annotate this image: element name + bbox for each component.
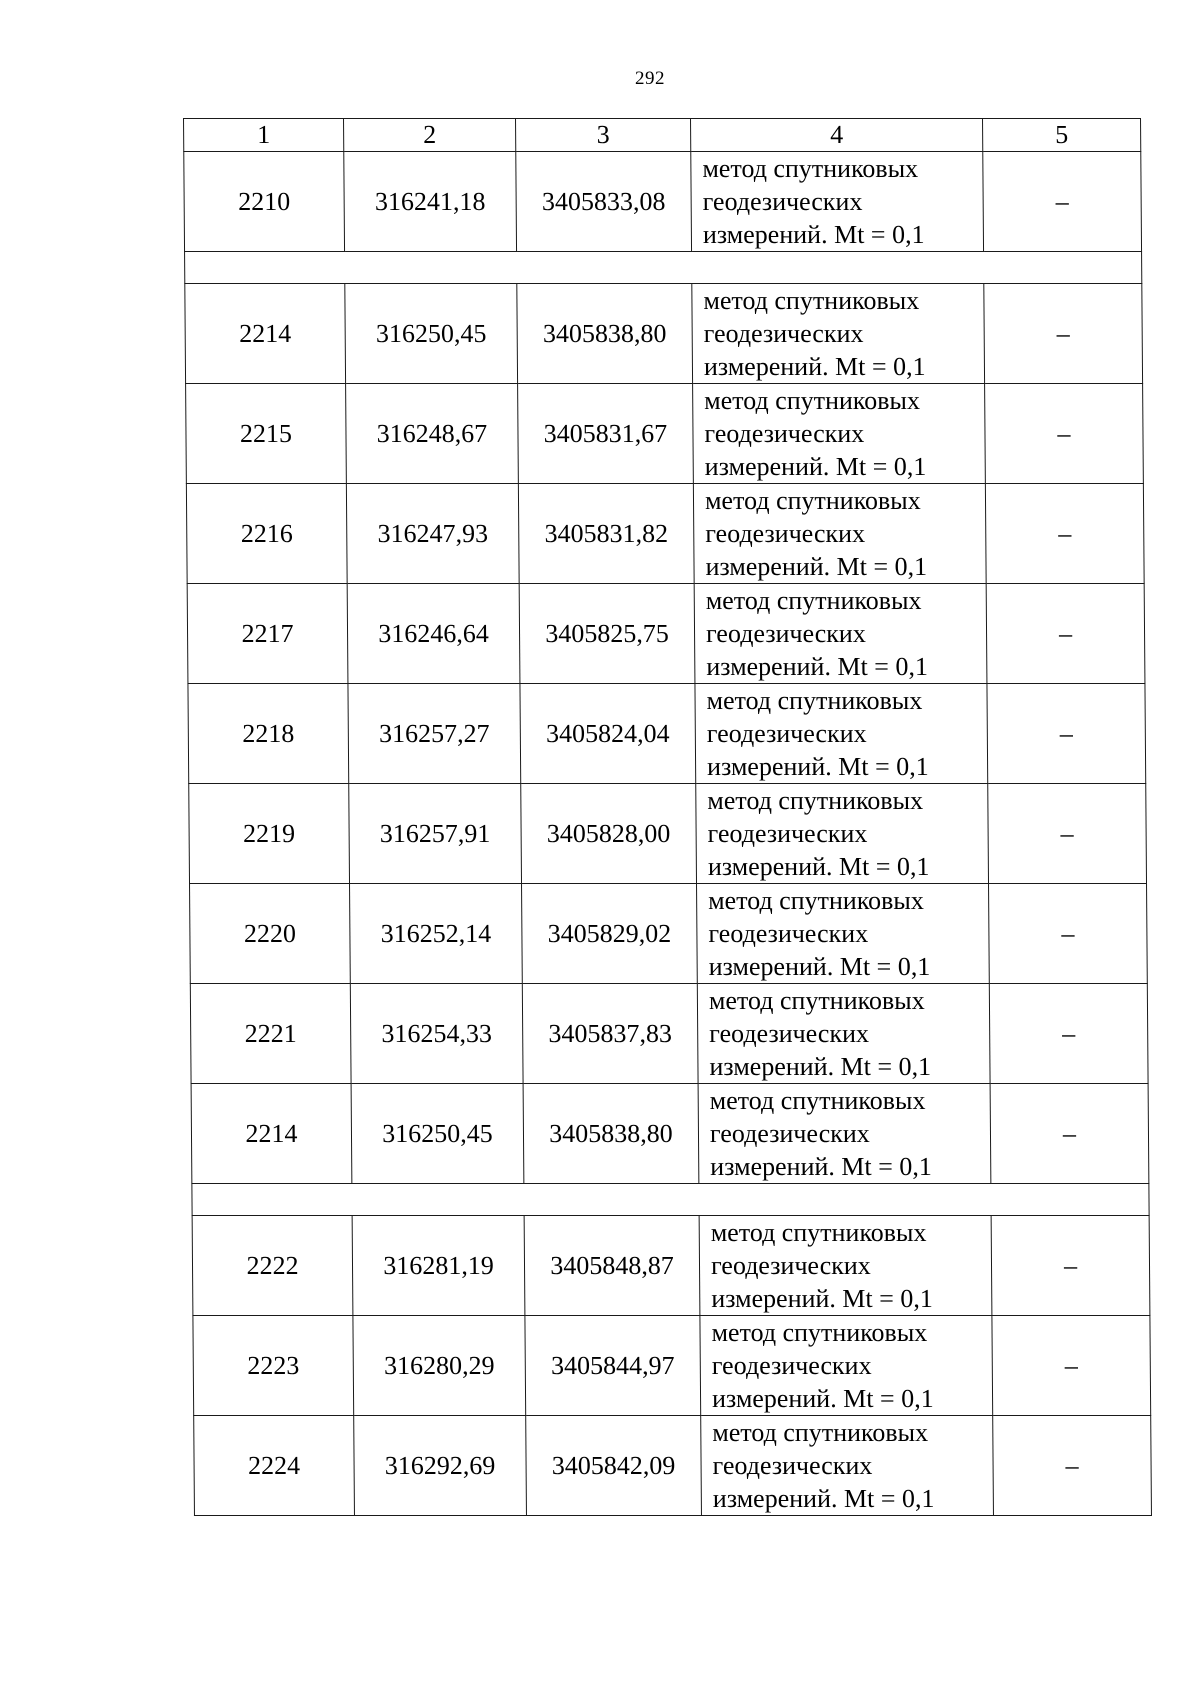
accuracy-cell: –: [990, 1084, 1149, 1184]
method-line: геодезических: [707, 819, 868, 848]
method-line: геодезических: [704, 419, 865, 448]
method-line: метод спутниковых: [703, 286, 920, 315]
point-number-cell: 2220: [190, 884, 351, 984]
accuracy-cell: –: [985, 384, 1144, 484]
point-number-cell: 2214: [185, 284, 346, 384]
method-cell: [693, 484, 986, 584]
method-cell: [695, 684, 988, 784]
x-coordinate-cell: 316254,33: [350, 984, 523, 1084]
table-row: [184, 152, 1142, 252]
y-coordinate-cell: 3405828,00: [521, 784, 697, 884]
method-line: измерений. Mt = 0,1: [707, 852, 930, 881]
point-number-cell: 2221: [190, 984, 351, 1084]
point-number-cell: 2222: [192, 1216, 353, 1316]
method-line: метод спутниковых: [706, 686, 923, 715]
table-row: [194, 1416, 1152, 1516]
method-cell: [697, 884, 990, 984]
accuracy-cell: –: [984, 284, 1143, 384]
coordinates-table-container: [183, 118, 1151, 1516]
method-line: геодезических: [709, 1019, 870, 1048]
coordinates-table: [183, 118, 1152, 1516]
x-coordinate-cell: 316247,93: [346, 484, 519, 584]
x-coordinate-cell: 316257,27: [348, 684, 521, 784]
x-coordinate-cell: 316241,18: [344, 152, 517, 252]
method-line: геодезических: [705, 619, 866, 648]
method-line: измерений. Mt = 0,1: [703, 352, 926, 381]
y-coordinate-cell: 3405838,80: [523, 1084, 699, 1184]
header-cell: 3: [516, 119, 691, 152]
group-separator-row: [185, 252, 1142, 284]
method-line: измерений. Mt = 0,1: [702, 220, 925, 249]
table-row: [190, 884, 1148, 984]
coordinates-table-body: [184, 119, 1152, 1516]
method-cell: [698, 1084, 991, 1184]
y-coordinate-cell: 3405837,83: [522, 984, 698, 1084]
separator-cell: [185, 252, 1142, 284]
method-cell: [699, 1216, 992, 1316]
method-line: метод спутниковых: [710, 1218, 927, 1247]
method-line: измерений. Mt = 0,1: [704, 452, 927, 481]
table-row: [189, 784, 1147, 884]
page-number: 292: [635, 68, 665, 89]
method-line: геодезических: [711, 1351, 872, 1380]
method-line: измерений. Mt = 0,1: [706, 652, 929, 681]
method-line: метод спутниковых: [708, 986, 925, 1015]
point-number-cell: 2218: [188, 684, 349, 784]
point-number-cell: 2210: [184, 152, 345, 252]
method-cell: [701, 1416, 994, 1516]
accuracy-cell: –: [983, 152, 1142, 252]
x-coordinate-cell: 316280,29: [353, 1316, 526, 1416]
method-line: геодезических: [708, 919, 869, 948]
y-coordinate-cell: 3405833,08: [516, 152, 692, 252]
method-cell: [694, 584, 987, 684]
method-cell: [696, 784, 989, 884]
accuracy-cell: –: [991, 1216, 1150, 1316]
x-coordinate-cell: 316250,45: [345, 284, 518, 384]
y-coordinate-cell: 3405838,80: [517, 284, 693, 384]
accuracy-cell: –: [989, 884, 1148, 984]
method-line: измерений. Mt = 0,1: [711, 1384, 934, 1413]
method-line: метод спутниковых: [704, 486, 921, 515]
method-line: измерений. Mt = 0,1: [711, 1284, 933, 1313]
point-number-cell: 2217: [187, 584, 348, 684]
method-line: измерений. Mt = 0,1: [706, 752, 929, 781]
x-coordinate-cell: 316252,14: [350, 884, 523, 984]
point-number-cell: 2223: [193, 1316, 354, 1416]
header-cell: 5: [983, 119, 1141, 152]
method-line: геодезических: [706, 719, 867, 748]
accuracy-cell: –: [985, 484, 1144, 584]
method-cell: [692, 284, 985, 384]
x-coordinate-cell: 316257,91: [349, 784, 522, 884]
method-cell: [691, 152, 984, 252]
point-number-cell: 2219: [189, 784, 350, 884]
method-line: метод спутниковых: [711, 1318, 928, 1347]
method-cell: [697, 984, 990, 1084]
method-cell: [700, 1316, 993, 1416]
header-cell: 1: [184, 119, 344, 152]
method-line: метод спутниковых: [712, 1418, 929, 1447]
method-line: геодезических: [710, 1251, 871, 1280]
method-line: измерений. Mt = 0,1: [708, 952, 931, 981]
method-line: метод спутниковых: [707, 786, 924, 815]
table-row: [187, 584, 1145, 684]
point-number-cell: 2224: [194, 1416, 355, 1516]
accuracy-cell: –: [987, 684, 1146, 784]
group-separator-row: [192, 1184, 1149, 1216]
method-cell: [693, 384, 986, 484]
table-row: [188, 684, 1146, 784]
y-coordinate-cell: 3405842,09: [526, 1416, 702, 1516]
method-line: измерений. Mt = 0,1: [705, 552, 928, 581]
y-coordinate-cell: 3405825,75: [519, 584, 695, 684]
x-coordinate-cell: 316246,64: [347, 584, 520, 684]
accuracy-cell: –: [989, 984, 1148, 1084]
table-row: [192, 1216, 1150, 1316]
table-row: [193, 1316, 1151, 1416]
table-row: [186, 384, 1144, 484]
point-number-cell: 2214: [191, 1084, 352, 1184]
method-line: геодезических: [703, 319, 864, 348]
y-coordinate-cell: 3405829,02: [522, 884, 698, 984]
method-line: метод спутниковых: [709, 1086, 926, 1115]
x-coordinate-cell: 316248,67: [346, 384, 519, 484]
y-coordinate-cell: 3405824,04: [520, 684, 696, 784]
x-coordinate-cell: 316281,19: [352, 1216, 525, 1316]
accuracy-cell: –: [986, 584, 1145, 684]
method-line: измерений. Mt = 0,1: [709, 1052, 932, 1081]
x-coordinate-cell: 316250,45: [351, 1084, 524, 1184]
accuracy-cell: –: [992, 1316, 1151, 1416]
y-coordinate-cell: 3405831,67: [518, 384, 694, 484]
separator-cell: [192, 1184, 1149, 1216]
method-line: метод спутниковых: [704, 386, 921, 415]
method-line: геодезических: [705, 519, 866, 548]
method-line: геодезических: [709, 1119, 870, 1148]
method-line: метод спутниковых: [705, 586, 922, 615]
table-row: [185, 284, 1143, 384]
accuracy-cell: –: [988, 784, 1147, 884]
method-line: измерений. Mt = 0,1: [710, 1152, 932, 1181]
method-line: метод спутниковых: [702, 154, 919, 183]
table-header-row: [184, 119, 1141, 152]
table-row: [186, 484, 1144, 584]
y-coordinate-cell: 3405844,97: [525, 1316, 701, 1416]
method-line: геодезических: [712, 1451, 873, 1480]
method-line: геодезических: [702, 187, 863, 216]
x-coordinate-cell: 316292,69: [354, 1416, 527, 1516]
method-line: измерений. Mt = 0,1: [712, 1484, 935, 1513]
accuracy-cell: –: [993, 1416, 1152, 1516]
y-coordinate-cell: 3405848,87: [524, 1216, 700, 1316]
header-cell: 4: [691, 119, 983, 152]
point-number-cell: 2216: [186, 484, 347, 584]
table-row: [191, 1084, 1149, 1184]
point-number-cell: 2215: [186, 384, 347, 484]
header-cell: 2: [344, 119, 516, 152]
table-row: [190, 984, 1148, 1084]
y-coordinate-cell: 3405831,82: [518, 484, 694, 584]
method-line: метод спутниковых: [708, 886, 924, 915]
